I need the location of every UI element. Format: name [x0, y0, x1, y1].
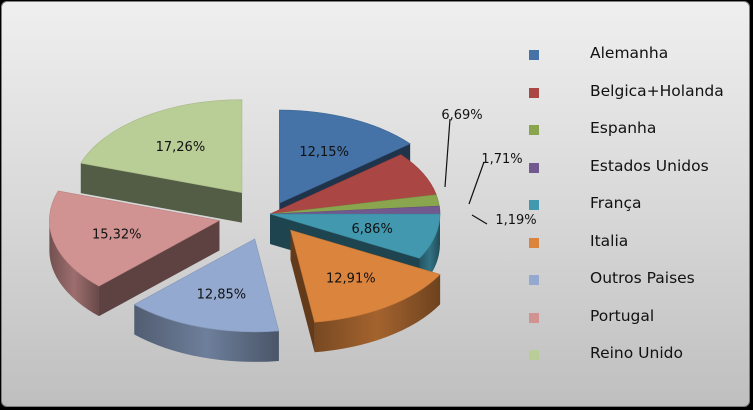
legend [529, 42, 744, 380]
data-label-franca: 6,86% [351, 222, 393, 238]
legend-item-espanha [529, 117, 744, 155]
legend-label: Belgica+Holanda [590, 81, 724, 100]
legend-item-italia [529, 230, 744, 268]
data-label-reino-unido: 17,26% [155, 139, 206, 155]
legend-label: Estados Unidos [590, 156, 709, 175]
legend-item-estados-unidos [529, 155, 744, 193]
data-label-portugal: 15,32% [91, 227, 142, 243]
legend-swatch [529, 50, 539, 60]
leader-line-espanha [469, 162, 484, 204]
legend-swatch [529, 88, 539, 98]
data-label-espanha: 1,71% [481, 152, 523, 167]
legend-swatch [529, 238, 539, 248]
data-label-estados-unidos: 1,19% [495, 213, 537, 228]
legend-swatch [529, 125, 539, 135]
legend-swatch [529, 350, 539, 360]
legend-item-belgica-holanda [529, 80, 744, 118]
legend-item-portugal [529, 305, 744, 343]
leader-line-estados-unidos [472, 215, 487, 224]
legend-label: Portugal [590, 306, 655, 325]
leader-line-belgica-holanda [445, 119, 450, 187]
data-label-italia: 12,91% [326, 271, 376, 287]
legend-swatch [529, 200, 539, 210]
legend-item-franca [529, 192, 744, 230]
legend-item-outros-paises [529, 267, 744, 305]
legend-swatch [529, 163, 539, 173]
legend-item-reino-unido [529, 342, 744, 380]
legend-label: Reino Unido [590, 344, 683, 362]
data-label-alemanha: 12,15% [299, 144, 349, 160]
chart-area [1, 1, 750, 407]
legend-label: Alemanha [590, 44, 669, 62]
data-label-outros-paises: 12,85% [196, 287, 247, 303]
legend-label: Outros Paises [590, 269, 695, 287]
legend-swatch [529, 313, 539, 323]
data-label-belgica-holanda: 6,69% [441, 108, 483, 123]
legend-label: Espanha [590, 119, 657, 137]
legend-label: Italia [590, 231, 629, 250]
legend-label: França [590, 194, 642, 212]
legend-item-alemanha [529, 42, 744, 80]
legend-swatch [529, 275, 539, 285]
